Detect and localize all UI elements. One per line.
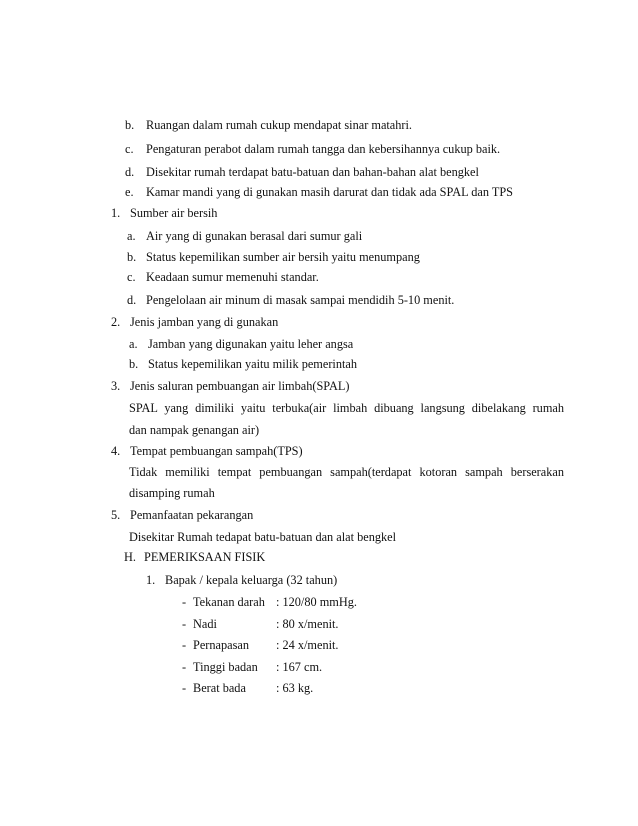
section-number: 3. bbox=[111, 379, 121, 393]
list-label: b. bbox=[129, 357, 139, 371]
section-5-body-line-1: Disekitar Rumah tedapat batu-batuan dan alat bengkel bbox=[129, 530, 397, 544]
section-number: 2. bbox=[111, 315, 121, 329]
list-text: Pengaturan perabot dalam rumah tangga dan kebersihannya cukup baik. bbox=[146, 142, 501, 156]
list-text: Pengelolaan air minum di masak sampai mendidih 5-10 menit. bbox=[146, 293, 455, 307]
section-4-body-line-1: Tidak memiliki tempat pembuangan sampah(terdapat kotoran sampah berserakan bbox=[129, 465, 564, 479]
section-label: H. bbox=[124, 550, 136, 564]
vital-dash: - bbox=[182, 638, 187, 652]
list-text: Air yang di gunakan berasal dari sumur gali bbox=[146, 229, 363, 243]
section-3-body-line-2: dan nampak genangan air) bbox=[129, 423, 260, 437]
list-text: Status kepemilikan yaitu milik pemerintah bbox=[148, 357, 358, 371]
section-title: Tempat pembuangan sampah(TPS) bbox=[130, 444, 303, 458]
vital-dash: - bbox=[182, 660, 187, 674]
section-3-body-line-1: SPAL yang dimiliki yaitu terbuka(air limbah dibuang langsung dibelakang rumah bbox=[129, 401, 564, 415]
subsection-title: Bapak / kepala keluarga (32 tahun) bbox=[165, 573, 338, 587]
list-label: d. bbox=[127, 293, 137, 307]
vital-dash: - bbox=[182, 681, 187, 695]
vital-name: Nadi bbox=[193, 617, 217, 631]
list-text: Jamban yang digunakan yaitu leher angsa bbox=[148, 337, 354, 351]
list-text: Status kepemilikan sumber air bersih yaitu menumpang bbox=[146, 250, 420, 264]
vital-name: Tekanan darah bbox=[193, 595, 265, 609]
list-label: d. bbox=[125, 165, 135, 179]
section-number: 4. bbox=[111, 444, 121, 458]
vital-value: : 63 kg. bbox=[276, 681, 314, 695]
vital-value: : 24 x/menit. bbox=[276, 638, 339, 652]
vital-value: : 80 x/menit. bbox=[276, 617, 339, 631]
section-number: 1. bbox=[111, 206, 121, 220]
list-label: e. bbox=[125, 185, 134, 199]
section-title: Jenis saluran pembuangan air limbah(SPAL) bbox=[130, 379, 350, 393]
list-label: b. bbox=[127, 250, 137, 264]
list-label: c. bbox=[127, 270, 136, 284]
vital-value: : 167 cm. bbox=[276, 660, 323, 674]
vital-value: : 120/80 mmHg. bbox=[276, 595, 357, 609]
list-text: Disekitar rumah terdapat batu-batuan dan bahan-bahan alat bengkel bbox=[146, 165, 479, 179]
list-label: b. bbox=[125, 118, 135, 132]
list-text: Kamar mandi yang di gunakan masih darurat dan tidak ada SPAL dan TPS bbox=[146, 185, 514, 199]
vital-dash: - bbox=[182, 595, 187, 609]
section-title: PEMERIKSAAN FISIK bbox=[144, 550, 266, 564]
list-label: a. bbox=[129, 337, 138, 351]
section-title: Sumber air bersih bbox=[130, 206, 218, 220]
list-label: a. bbox=[127, 229, 136, 243]
section-4-body-line-2: disamping rumah bbox=[129, 486, 215, 500]
list-label: c. bbox=[125, 142, 134, 156]
vital-name: Tinggi badan bbox=[193, 660, 258, 674]
section-title: Pemanfaatan pekarangan bbox=[130, 508, 254, 522]
vital-name: Pernapasan bbox=[193, 638, 249, 652]
subsection-number: 1. bbox=[146, 573, 156, 587]
list-text: Ruangan dalam rumah cukup mendapat sinar matahri. bbox=[146, 118, 413, 132]
list-text: Keadaan sumur memenuhi standar. bbox=[146, 270, 319, 284]
vital-name: Berat bada bbox=[193, 681, 246, 695]
section-title: Jenis jamban yang di gunakan bbox=[130, 315, 279, 329]
vital-dash: - bbox=[182, 617, 187, 631]
section-number: 5. bbox=[111, 508, 121, 522]
